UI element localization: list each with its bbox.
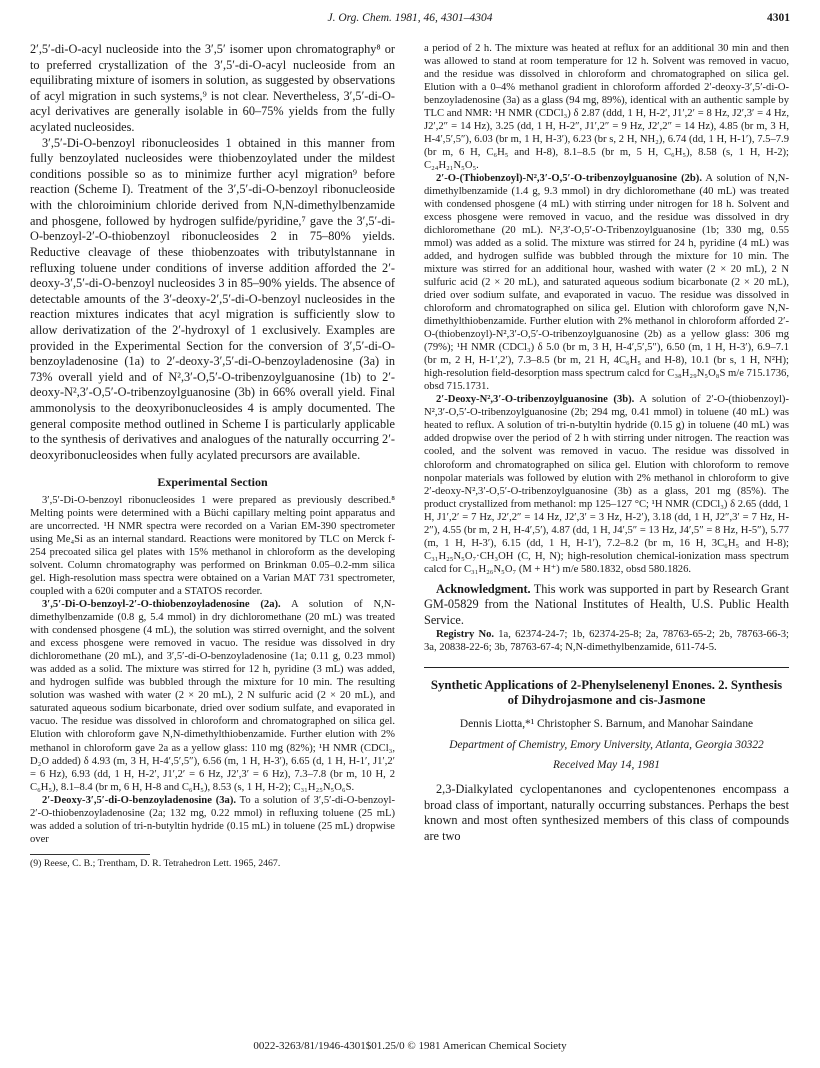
footnote-divider — [30, 854, 150, 855]
intro-paragraph-2: 3′,5′-Di-O-benzoyl ribonucleosides 1 obtained in this manner from fully benzoylated nucleosides were thiobenzoylated under the mildest conditions possible so as to minimize further acyl migration⁹ before reaction (Scheme I). Treatment of the 3′,5′-di-O-benzoyl ribonucleoside with the chloroiminium chloride derived from N,N-dimethylbenzamide and phosgene, followed by hydrogen sulfide/pyridine,⁷ gave the 3′,5′-di-O-benzoyl-2′-O-thiobenzoyl ribonucleosides 2 in 75–80% yields. Reductive cleavage of these thiobenzoates with tributylstannane in refluxing toluene under conditions of inverse addition afforded the 2′-deoxy-3′,5′-di-O-benzoyl nucleosides 3 in 85–90% yields. The absence of detectable amounts of the 3′-deoxy-2′,5′-di-O-benzoyl nucleosides in the reaction mixtures indicates that acyl migration is sufficiently slow to allow derivatization of the 2′-hydroxyl of 1 exclusively. Examples are provided in the Experimental Section for the conversion of 3′,5′-di-O-benzoyladenosine (1a) to 2′-deoxy-3′,5′-di-O-benzoyladenosine (3a) in 73% overall yield and of N²,3′-O,5′-O-tribenzoylguanosine (1b) to 2′-deoxy-N²,3′-O,5′-O-tribenzoylguanosine (3b) in 66% overall yield. Final ammonolysis to the deoxyribonucleosides 4 is amply documented. The general composite method outlined in Scheme I is particularly applicable to the synthesis of derivatives and analogues of the naturally occurring 2′-deoxyribonucleosides when fully acylated precursors are available. — [30, 135, 395, 462]
procedure-2a-text: A solution of N,N-dimethylbenzamide (0.8 g, 5.4 mmol) in dry dichloromethane (20 mL) was treated with condensed phosgene (4 mL), the solution was stirred overnight, and the solvent and excess phosgene were removed in vacuo. The residue was dissolved in dry dichloromethane (20 mL), and 3′,5′-di-O-benzoyladenosine (1a; 0.11 g, 0.23 mmol) was added as a solid. The mixture was stirred for 12 h, pyridine (3 mL) was added, and hydrogen sulfide was bubbled through the mixture for 10 min. The resulting solution was washed with water (2 × 20 mL), 2 N sulfuric acid (2 × 20 mL), and saturated aqueous sodium bicarbonate, dried over sodium sulfate, and evaporated in vacuo. The residue was dissolved in chloroform and chromatographed on silica gel. Elution with chloroform gave N,N-dimethylthiobenzamide. Further elution with 2% methanol in chloroform gave 2a as a yellow glass: 110 mg (82%); ¹H NMR (CDCl₃, D₂O added) δ 4.93 (m, 3 H, H-4′,5′,5″), 6.56 (m, 1 H, H-3′), 6.65 (d, 1 H, H-1′, J1′,2′ = 6 Hz), 6.93 (dd, 1 H, H-2′, J1′,2′ = 6 Hz, J2′,3′ = 6 Hz), 7.3–7.8 (br m, 10 H, 2 C₆H₅), 8.1–8.4 (br m, 6 H, H-8 and C₆H₅), 8.53 (s, 1 H, H-2); C₃₁H₂₅N₅O₆S. — [30, 599, 395, 793]
acknowledgment — [424, 582, 789, 629]
acknowledgment-text: This work was supported in part by Research Grant GM-05829 from the National Institutes of Health, U.S. Public Health Service. — [424, 581, 789, 627]
procedure-2b — [424, 172, 789, 393]
registry-numbers — [424, 628, 789, 654]
article-divider — [424, 667, 789, 668]
article-title: Synthetic Applications of 2-Phenylselenenyl Enones. 2. Synthesis of Dihydrojasmone and cis-Jasmone — [430, 677, 783, 708]
page-footer: 0022-3263/81/1946-4301$01.25/0 © 1981 American Chemical Society — [253, 1040, 567, 1052]
page-header — [30, 12, 790, 34]
procedure-3a-text: To a solution of 3′,5′-di-O-benzoyl-2′-O-thiobenzoyladenosine (2a; 132 mg, 0.22 mmol) in refluxing toluene (25 mL) was added a solution of tri-n-butyltin hydride (0.15 mL) in toluene (25 mL) dropwise over — [30, 794, 395, 845]
procedure-3b — [424, 393, 789, 575]
article-intro: 2,3-Dialkylated cyclopentanones and cyclopentenones encompass a broad class of important, naturally occurring substances. Perhaps the best known and most often synthesized members of this class of compounds are two — [424, 781, 789, 843]
authors: Dennis Liotta,*¹ Christopher S. Barnum, and Manohar Saindane — [459, 718, 754, 731]
procedure-3a — [30, 794, 395, 846]
journal-citation: J. Org. Chem. 1981, 46, 4301–4304 — [327, 12, 493, 24]
left-column — [30, 42, 395, 870]
acknowledgment-heading: Acknowledgment. — [436, 581, 531, 596]
page-number: 4301 — [767, 12, 790, 24]
procedure-2a-title: 3′,5′-Di-O-benzoyl-2′-O-thiobenzoyladenosine (2a). — [42, 599, 281, 611]
footnote-9: (9) Reese, C. B.; Trentham, D. R. Tetrahedron Lett. 1965, 2467. — [30, 857, 281, 869]
experimental-heading: Experimental Section — [157, 475, 268, 490]
registry-label: Registry No. — [436, 629, 495, 641]
received-date: Received May 14, 1981 — [553, 758, 660, 771]
right-column — [424, 42, 789, 844]
affiliation: Department of Chemistry, Emory University, Atlanta, Georgia 30322 — [449, 738, 764, 751]
procedure-3b-text: A solution of 2′-O-(thiobenzoyl)-N²,3′-O,5′-O-tribenzoylguanosine (2b; 294 mg, 0.41 mmol) in toluene (40 mL) was heated to reflux. A solution of tri-n-butyltin hydride (0.15 g) in toluene (40 mL) was added dropwise over the period of 2 h with stirring under nitrogen. The reaction was cooled, and the solvent was removed in vacuo. The residue was dissolved in chloroform and chromatographed on silica gel. Elution with chloroform to remove nonpolar materials was followed by elution with 2% methanol in chloroform to give 2′-deoxy-N²,3′-O,5′-O-tribenzoylguanosine (3b) as a glass, 201 mg (85%). The product crystallized from methanol: mp 125–127 °C; ¹H NMR (CDCl₃) δ 2.65 (ddd, 1 H, J1′,2′ = 7 Hz, J2′,2″ = 14 Hz, J2′,3′ = 3 Hz, H-2′), 3.18 (dd, 1 H, J2″,3′ = 7 Hz, H-2″), 4.55 (br m, 2 H, H-4′,5′), 4.87 (dd, 1 H, J4′,5″ = 13 Hz, J4′,5″ = 8 Hz, H-5″), 5.77 (m, 1 H, H-3′), 6.15 (dd, 1 H, H-1′), 7.2–8.2 (br m, 16 H, 3C₆H₅ and H-8); C₃₁H₂₅N₅O₇·CH₃OH (C, H, N); high-resolution chemical-ionization mass spectrum calcd for C₃₁H₂₆N₅O₇ (M + H⁺) m/e 580.1832, obsd 580.1826. — [424, 394, 789, 575]
procedure-3a-continued: a period of 2 h. The mixture was heated at reflux for an additional 30 min and then was allowed to stand at room temperature for 12 h. Solvent was removed in vacuo, and the residue was dissolved in chloroform and chromatographed on silica gel. Elution with a 0–4% methanol gradient in chloroform afforded 2′-deoxy-3′,5′-di-O-benzoyladenosine (3a) as a glass (94 mg, 89%), identical with an authentic sample by TLC and NMR: ¹H NMR (CDCl₃) δ 2.87 (ddd, 1 H, H-2′, J1′,2′ = 8 Hz, J2′,3′ = 4 Hz, J2′,2″ = 14 Hz), 3.25 (dd, 1 H, H-2″, J1′,2″ = 9 Hz, J2′,2″ = 14 Hz), 4.85 (br m, 3 H, H-4′,5′,5″), 6.03 (br m, 1 H, H-3′), 6.23 (br s, 2 H, NH₂), 6.74 (dd, 1 H, H-1′), 7.5–7.9 (br m, 6 H, C₆H₅ and H-8), 8.1–8.5 (br m, 5 H, C₆H₅), 8.58 (s, 1 H, H-2); C₂₄H₂₁N₅O₅. — [424, 43, 789, 172]
intro-paragraph-1: 2′,5′-di-O-acyl nucleoside into the 3′,5′ isomer upon chromatography⁸ or to preferred crystallization of the 3′,5′-di-O-acyl nucleoside from an equilibrating mixture of isomers in solution, as suggested by observations of acyl migration in such systems,⁹ is not clear. Nevertheless, 3′,5′-di-O-acyl derivatives are generally isolable in 60–75% yields from the fully acylated nucleosides. — [30, 42, 395, 135]
registry-text: 1a, 62374-24-7; 1b, 62374-25-8; 2a, 78763-65-2; 2b, 78763-66-3; 3a, 20838-22-6; 3b, 78763-67-4; N,N-dimethylbenzamide, 611-74-5. — [424, 629, 789, 654]
procedure-3b-title: 2′-Deoxy-N²,3′-O-tribenzoylguanosine (3b). — [436, 394, 635, 406]
procedure-2b-text: A solution of N,N-dimethylbenzamide (1.4 g, 9.3 mmol) in dry dichloromethane (40 mL) was treated with condensed phosgene (4 mL) with stirring under nitrogen for 18 h. Solvent and excess phosgene were removed in vacuo, and the residue was dissolved in dry dichloromethane (20 mL). N²,3′-O,5′-O-Tribenzoylguanosine (1b; 330 mg, 0.55 mmol) was added as a solid. The mixture was stirred for 24 h, pyridine (4 mL) was added, and hydrogen sulfide was bubbled through the mixture for 10 min. The mixture was stirred for an additional hour, washed with water (2 × 20 mL), 2 N sulfuric acid (2 × 20 mL), and saturated aqueous sodium bicarbonate (2 × 20 mL), dried over sodium sulfate, and evaporated in vacuo. The residue was dissolved in chloroform and chromatographed on silica gel. Elution with chloroform gave N,N-dimethylthiobenzamide. Further elution with 2% methanol in chloroform afforded 2′-O-(thiobenzoyl)-N²,3′-O,5′-O-tribenzoylguanosine (2b) as a yellow glass: 306 mg (79%); ¹H NMR (CDCl₃) δ 5.0 (br m, 3 H, H-4′,5′,5″), 6.50 (m, 1 H, H-3′), 6.9–7.1 (br m, 2 H, H-1′,2′), 7.3–8.5 (br m, 21 H, 4C₆H₅ and H-8), 10.1 (br s, 1 H, N²H); high-resolution field-desorption mass spectrum calcd for C₃₈H₂₉N₅O₈S m/e 715.1736, obsd 715.1731. — [424, 173, 789, 393]
procedure-2a — [30, 598, 395, 793]
procedure-3a-title: 2′-Deoxy-3′,5′-di-O-benzoyladenosine (3a). — [42, 794, 237, 806]
experimental-paragraph: 3′,5′-Di-O-benzoyl ribonucleosides 1 were prepared as previously described.⁸ Melting points were determined with a Büchi capillary melting point apparatus and are uncorrected. ¹H NMR spectra were recorded on a Varian EM-390 spectrometer using Me₄Si as an internal standard. Reactions were monitored by TLC on Merck f-254 precoated silica gel plates with 15% methanol in chloroform as the developing solvent. Column chromatography was performed on Brinkman 0.05–0.2-mm silica gel. High-resolution mass spectra were obtained on a Varian MAT 731 spectrometer, coupled with a 620i computer and a STATOS recorder. — [30, 495, 395, 598]
procedure-2b-title: 2′-O-(Thiobenzoyl)-N²,3′-O,5′-O-tribenzoylguanosine (2b). — [436, 173, 702, 185]
